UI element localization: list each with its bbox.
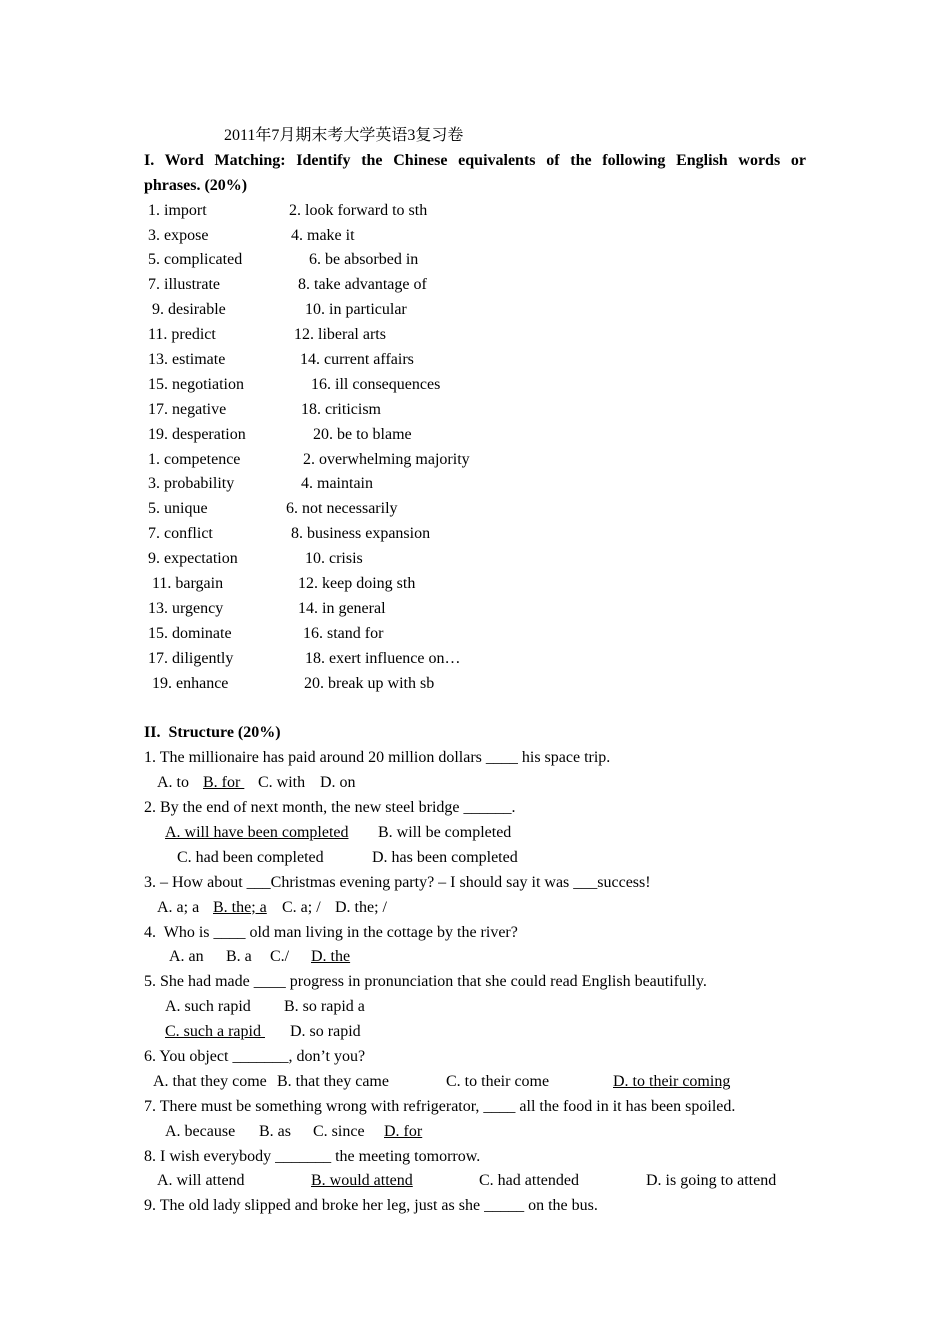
- option: C. a; /: [282, 898, 321, 916]
- question-stem: 4. Who is ____ old man living in the cottage by the river?: [144, 923, 518, 941]
- option: C. had attended: [479, 1172, 579, 1190]
- option-answer: D. the: [311, 948, 351, 966]
- word-row: 13. urgency 14. in general: [148, 599, 386, 617]
- option-answer: B. for: [203, 774, 245, 792]
- word-row: 9. desirable 10. in particular: [152, 301, 407, 319]
- option-answer: C. such a rapid: [165, 1023, 265, 1041]
- section1-heading: I. Word Matching: Identify the Chinese equivalents of the following English words or: [144, 151, 806, 169]
- option: D. has been completed: [372, 848, 518, 866]
- word-row: 13. estimate 14. current affairs: [148, 351, 414, 369]
- option: A. because: [165, 1122, 236, 1140]
- word-row: 7. conflict 8. business expansion: [148, 525, 431, 543]
- word-row: 9. expectation 10. crisis: [148, 550, 363, 568]
- question-options: [144, 846, 806, 871]
- word-row: 5. complicated 6. be absorbed in: [148, 251, 419, 269]
- option: D. is going to attend: [646, 1172, 777, 1190]
- question-options: [144, 771, 806, 796]
- option: C. to their come: [446, 1072, 550, 1090]
- word-row: 15. dominate 16. stand for: [148, 624, 384, 642]
- word-row: 15. negotiation 16. ill consequences: [148, 375, 441, 393]
- question-stem: 8. I wish everybody _______ the meeting tomorrow.: [144, 1147, 481, 1165]
- option: B. will be completed: [378, 823, 512, 841]
- option: D. the; /: [335, 898, 387, 916]
- question-stem: 6. You object _______, don’t you?: [144, 1047, 366, 1065]
- option: A. to: [157, 774, 189, 792]
- option-answer: B. would attend: [311, 1172, 413, 1190]
- word-row: 5. unique 6. not necessarily: [148, 500, 398, 518]
- document-page: [144, 124, 806, 1219]
- word-row: 1. competence 2. overwhelming majority: [148, 450, 470, 468]
- option: A. will attend: [157, 1172, 245, 1190]
- option-answer: D. for: [384, 1122, 423, 1140]
- option: C. with: [258, 774, 306, 792]
- question-stem: 7. There must be something wrong with refrigerator, ____ all the food in it has been spoiled.: [144, 1097, 736, 1115]
- question-options: [144, 1020, 806, 1045]
- option: C. had been completed: [177, 848, 324, 866]
- question-stem: 9. The old lady slipped and broke her leg, just as she _____ on the bus.: [144, 1197, 598, 1215]
- option: B. so rapid a: [284, 998, 365, 1016]
- option: B. as: [259, 1122, 291, 1140]
- question-stem: 3. – How about ___Christmas evening party? – I should say it was ___success!: [144, 873, 651, 891]
- question-stem: 5. She had made ____ progress in pronunciation that she could read English beautifully.: [144, 973, 707, 991]
- question-stem: 1. The millionaire has paid around 20 million dollars ____ his space trip.: [144, 749, 611, 767]
- question-options: [144, 1169, 806, 1194]
- question-options: [144, 1120, 806, 1145]
- option-answer: D. to their coming: [613, 1072, 731, 1090]
- question-options: [144, 995, 806, 1020]
- option: D. so rapid: [290, 1023, 361, 1041]
- word-row: 7. illustrate 8. take advantage of: [148, 276, 427, 294]
- word-row: 1. import 2. look forward to sth: [148, 201, 428, 219]
- option-answer: B. the; a: [213, 898, 267, 916]
- word-row: 3. probability 4. maintain: [148, 475, 373, 493]
- word-row: 19. enhance 20. break up with sb: [152, 674, 435, 692]
- word-row: 17. diligently 18. exert influence on…: [148, 649, 461, 667]
- document-title: 2011年7月期末考大学英语3复习卷: [224, 127, 464, 144]
- option: A. a; a: [157, 898, 200, 916]
- option-answer: A. will have been completed: [165, 823, 349, 841]
- option: B. a: [226, 948, 252, 966]
- question-options: [144, 945, 806, 970]
- word-row: 17. negative 18. criticism: [148, 400, 381, 418]
- option: B. that they came: [277, 1072, 389, 1090]
- option: D. on: [320, 774, 356, 792]
- option: C./: [270, 948, 290, 966]
- question-options: [144, 1070, 806, 1095]
- option: C. since: [313, 1122, 365, 1140]
- word-row: 19. desperation 20. be to blame: [148, 425, 412, 443]
- word-row: 11. bargain 12. keep doing sth: [152, 575, 416, 593]
- word-row: 11. predict 12. liberal arts: [148, 326, 386, 344]
- word-row: 3. expose 4. make it: [148, 226, 355, 244]
- question-options: [144, 821, 806, 846]
- option: A. that they come: [153, 1072, 267, 1090]
- option: A. such rapid: [165, 998, 251, 1016]
- section2-heading: II. Structure (20%): [144, 724, 281, 742]
- question-options: [144, 896, 806, 921]
- section1-heading-cont: phrases. (20%): [144, 176, 248, 194]
- option: A. an: [169, 948, 204, 966]
- section-spacer: [144, 696, 806, 721]
- question-stem: 2. By the end of next month, the new steel bridge ______.: [144, 799, 516, 817]
